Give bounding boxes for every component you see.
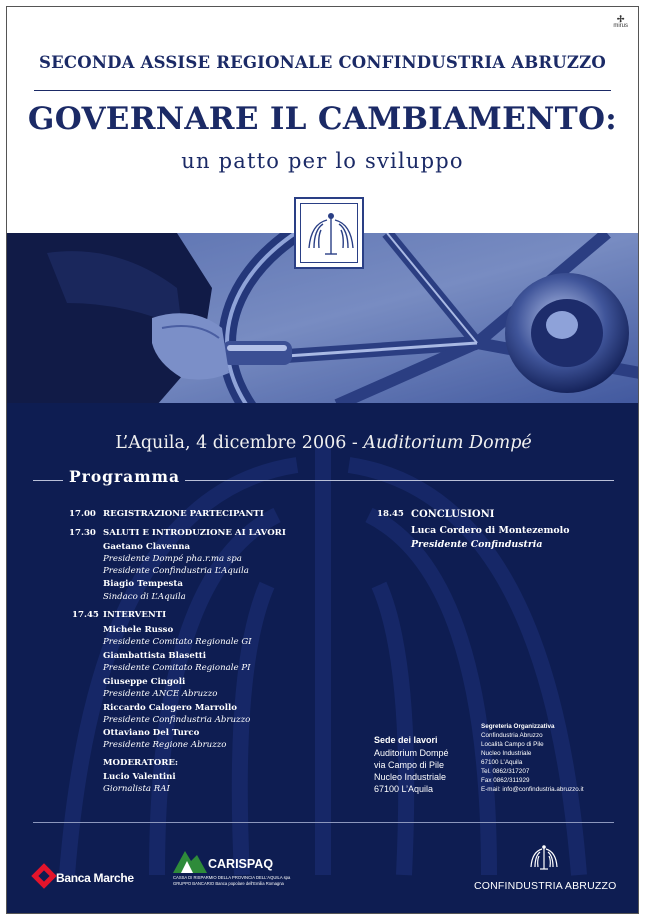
sede-line: Auditorium Dompé xyxy=(374,748,449,758)
mirus-mark xyxy=(613,16,628,30)
segreteria-line: Nucleo Industriale xyxy=(481,750,532,757)
speaker-name: Riccardo Calogero Marrollo xyxy=(103,703,237,713)
speaker-role: Presidente Confindustria Abruzzo xyxy=(103,715,251,725)
programma-heading: Programma xyxy=(69,467,181,486)
speaker-role: Presidente Comitato Regionale PI xyxy=(103,663,251,673)
sede-heading: Sede dei lavori xyxy=(374,735,438,745)
speaker-name: Michele Russo xyxy=(103,625,174,635)
segreteria-line: Fax 0862/311929 xyxy=(481,777,530,784)
speaker-role: Presidente Regione Abruzzo xyxy=(103,740,227,750)
speaker-role: Presidente Comitato Regionale GI xyxy=(103,637,252,647)
segreteria-line: Confindustria Abruzzo xyxy=(481,732,543,739)
footer-divider xyxy=(33,822,614,823)
carispaq-logo-icon xyxy=(173,851,207,873)
speaker-role: Presidente Confindustria L’Aquila xyxy=(103,566,249,576)
item-moderatore: MODERATORE: xyxy=(103,758,179,768)
eagle-icon xyxy=(301,204,361,266)
speaker-name: Biagio Tempesta xyxy=(103,579,183,589)
speaker-name: Giambattista Blasetti xyxy=(103,651,207,661)
programme-panel xyxy=(7,405,639,914)
segreteria-line: 67100 L’Aquila xyxy=(481,759,523,766)
segreteria-email: E-mail: info@confindustria.abruzzo.it xyxy=(481,786,584,793)
assise-heading: SECONDA ASSISE REGIONALE CONFINDUSTRIA ABRUZZO xyxy=(39,53,606,72)
sede-line: via Campo di Pile xyxy=(374,760,445,770)
banca-marche-name: Banca Marche xyxy=(56,871,134,885)
poster xyxy=(6,6,639,914)
speaker-role: Sindaco di L’Aquila xyxy=(103,592,186,602)
confindustria-logo xyxy=(294,197,364,269)
time-1700: 17.00 xyxy=(69,509,96,519)
speaker-name: Gaetano Clavenna xyxy=(103,542,191,552)
carispaq-subline: GRUPPO BANCARIO Banca popolare dell'Emilia Romagna xyxy=(173,881,284,886)
sede-line: Nucleo Industriale xyxy=(374,772,447,782)
programma-rule-right xyxy=(185,480,614,481)
speaker-name: Lucio Valentini xyxy=(103,772,176,782)
speaker-name: Luca Cordero di Montezemolo xyxy=(411,525,570,536)
item-saluti: SALUTI E INTRODUZIONE AI LAVORI xyxy=(103,528,286,538)
time-1745: 17.45 xyxy=(72,610,99,620)
speaker-name: Giuseppe Cingoli xyxy=(103,677,186,687)
subtitle: un patto per lo sviluppo xyxy=(181,149,464,173)
item-registrazione: REGISTRAZIONE PARTECIPANTI xyxy=(103,509,264,519)
top-divider xyxy=(34,90,611,91)
speaker-role: Giornalista RAI xyxy=(103,784,170,794)
speaker-name: Ottaviano Del Turco xyxy=(103,728,200,738)
event-date-venue: L’Aquila, 4 dicembre 2006 - Auditorium Dompé xyxy=(115,433,532,453)
programma-rule-left xyxy=(33,480,63,481)
speaker-role: Presidente Dompé pha.r.ma spa xyxy=(103,554,242,564)
speaker-role: Presidente ANCE Abruzzo xyxy=(103,689,218,699)
mirus-logo-icon: ✢ xyxy=(616,14,625,24)
segreteria-heading: Segreteria Organizzativa xyxy=(481,723,555,730)
sede-line: 67100 L’Aquila xyxy=(374,784,434,794)
confindustria-eagle-icon xyxy=(527,841,561,875)
speaker-role: Presidente Confindustria xyxy=(411,539,543,550)
time-1845: 18.45 xyxy=(377,509,404,519)
time-1730: 17.30 xyxy=(69,528,96,538)
main-title: GOVERNARE IL CAMBIAMENTO: xyxy=(27,101,618,137)
carispaq-name: CARISPAQ xyxy=(208,857,274,871)
segreteria-line: Località Campo di Pile xyxy=(481,741,544,748)
item-interventi: INTERVENTI xyxy=(103,610,167,620)
mirus-text: mirus xyxy=(613,23,628,29)
carispaq-subline: CASSA DI RISPARMIO DELLA PROVINCIA DELL'AQUILA spa xyxy=(173,875,291,880)
segreteria-line: Tel. 0862/317207 xyxy=(481,768,530,775)
item-conclusioni: CONCLUSIONI xyxy=(411,509,495,520)
confindustria-abruzzo-name: CONFINDUSTRIA ABRUZZO xyxy=(474,880,617,892)
